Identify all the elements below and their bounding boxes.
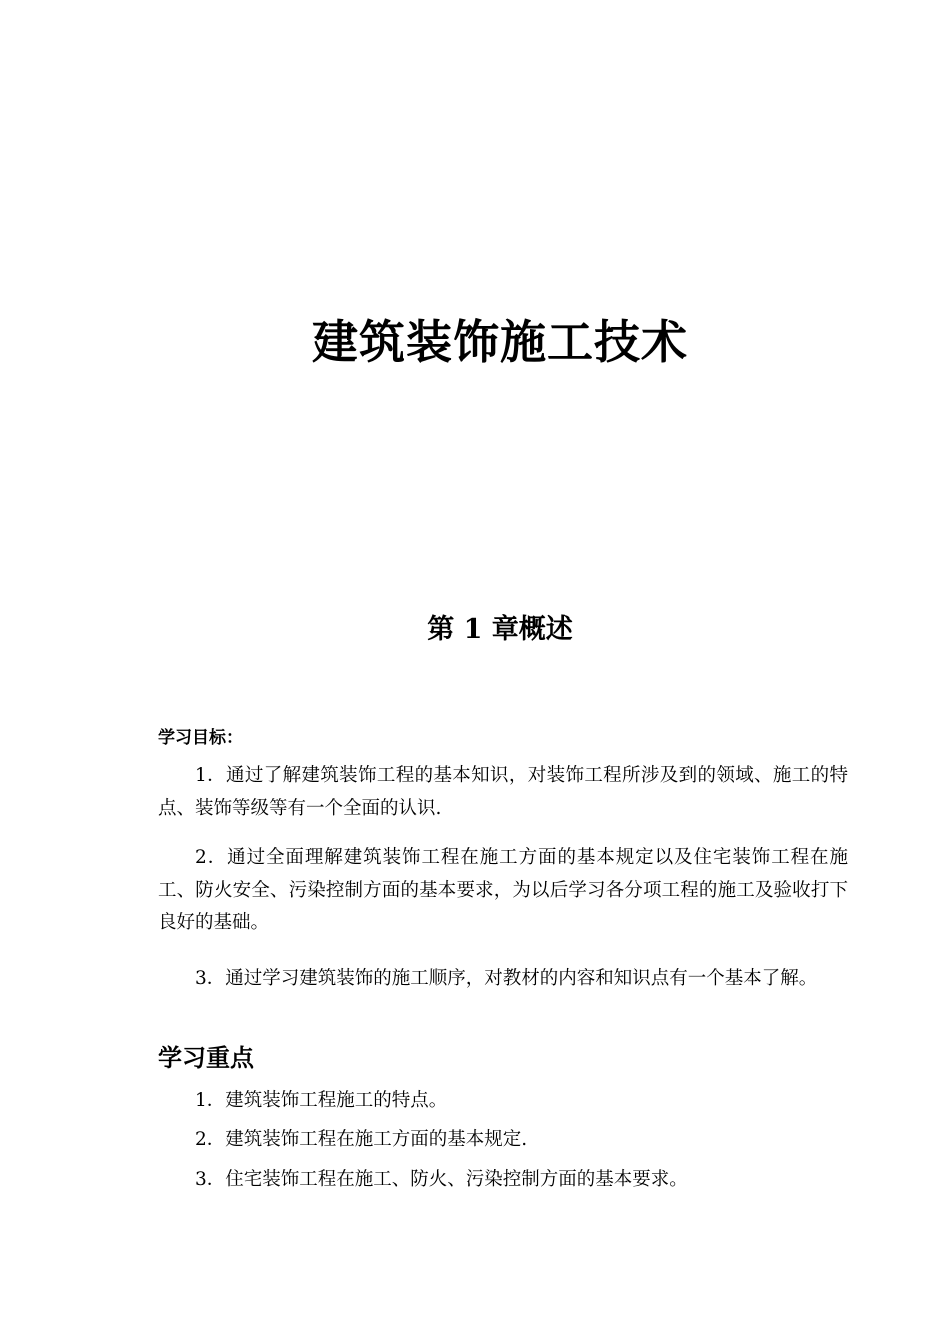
focus-item: 3．住宅装饰工程在施工、防火、污染控制方面的基本要求。 bbox=[195, 1169, 688, 1190]
focus-item: 2．建筑装饰工程在施工方面的基本规定. bbox=[195, 1129, 528, 1150]
objective-paragraph: 2．通过全面理解建筑装饰工程在施工方面的基本规定以及住宅装饰工程在施工、防火安全、污染控制方面的基本要求，为以后学习各分项工程的施工及验收打下良好的基础。 bbox=[158, 847, 848, 933]
objectives-label: 学习目标： bbox=[158, 728, 243, 748]
objective-paragraph: 1．通过了解建筑装饰工程的基本知识，对装饰工程所涉及到的领域、施工的特点、装饰等级等有一个全面的认识. bbox=[158, 765, 848, 819]
focus-item: 1．建筑装饰工程施工的特点。 bbox=[195, 1090, 448, 1111]
focus-heading: 学习重点 bbox=[158, 1043, 254, 1072]
document-title: 建筑装饰施工技术 bbox=[312, 315, 688, 369]
chapter-title: 第 1 章概述 bbox=[427, 614, 573, 645]
objective-paragraph: 3．通过学习建筑装饰的施工顺序，对教材的内容和知识点有一个基本了解。 bbox=[195, 968, 818, 989]
